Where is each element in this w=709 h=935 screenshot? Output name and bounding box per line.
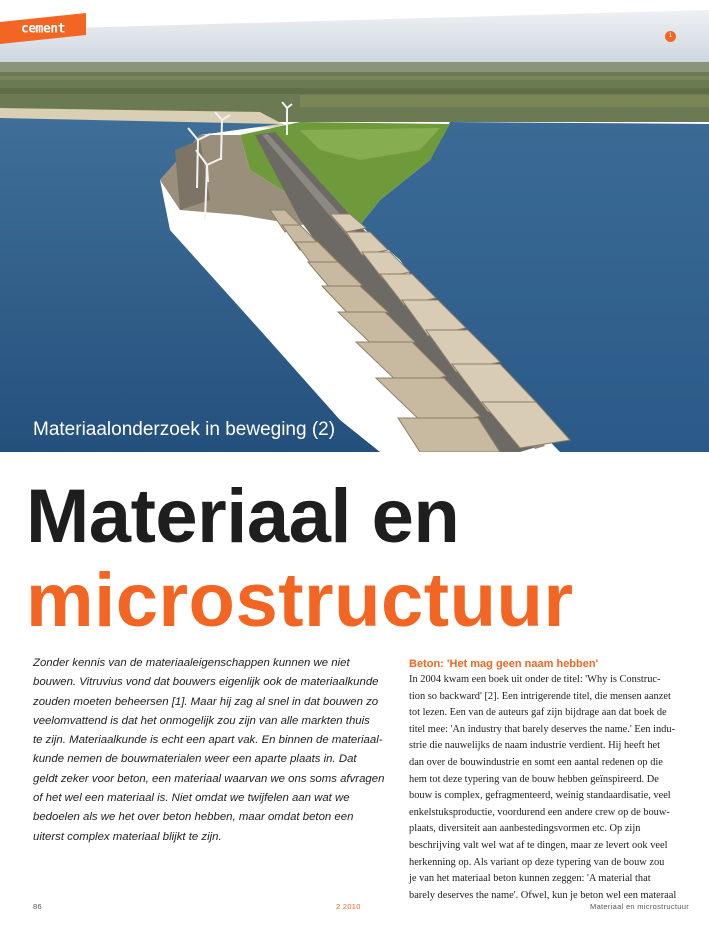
intro-line: bedoelen als we het over beton hebben, maar omdat beton een: [33, 811, 354, 824]
body-column: [409, 656, 677, 904]
body-line: enkelstuksproductie, voordurend een andere crew op de bouw-: [409, 806, 670, 818]
body-line: strie die nauwelijks de naam industrie verdient. Hij heeft het: [409, 740, 661, 752]
series-kicker: Materiaalonderzoek in beweging (2): [33, 419, 336, 440]
body-line: tot lezen. Een van de auteurs gaf zijn bijdrage aan dat boek de: [409, 707, 667, 719]
body-line: je van het materiaal beton kunnen zeggen: 'A material that: [409, 873, 651, 885]
body-line: titel mee: 'An industry that barely deserves the name.' Een indu-: [409, 723, 676, 735]
section-heading: Beton: 'Het mag geen naam hebben': [409, 658, 599, 670]
intro-line: zouden moeten beheersen [1]. Maar hij zag al snel in dat bouwen zo: [33, 695, 379, 708]
intro-line: Zonder kennis van de materiaaleigenschappen kunnen we niet: [33, 657, 350, 669]
body-line: bouw is complex, gefragmenteerd, weinig standaardisatie, veel: [409, 790, 671, 802]
hero-photo: [0, 0, 709, 452]
body-line: tion so backward' [2]. Een intrigerende titel, die mensen aanzet: [409, 690, 671, 702]
footer-page-number: 86: [33, 902, 42, 911]
article-title-line2: microstructuur: [26, 558, 574, 643]
body-line: plaats, diversiteit aan aanbestedingsvormen etc. Op zijn: [409, 823, 641, 835]
intro-line: uiterst complex materiaal blijkt te zijn.: [33, 830, 222, 843]
intro-line: veelomvattend is dat het onmogelijk zou zijn van alle markten thuis: [33, 714, 370, 727]
storm-surge-barrier-illustration: [0, 0, 709, 452]
intro-line: geldt zeker voor beton, een materiaal waarvan we ons soms afvragen: [33, 772, 385, 785]
footer-running-title: Materiaal en microstructuur: [590, 902, 689, 911]
article-title-line1: Materiaal en: [26, 474, 460, 559]
body-line: In 2004 kwam een boek uit onder de titel: 'Why is Construc-: [409, 674, 661, 685]
logo-text: cement: [21, 20, 65, 36]
intro-paragraph: [33, 654, 385, 847]
footer-issue: 2 2010: [336, 902, 361, 911]
page-badge-icon: 1: [665, 31, 676, 42]
body-line: beschrijving valt wel wat af te dingen, maar ze levert ook veel: [409, 839, 668, 851]
body-line: hem tot deze typering van de bouw hebben geïnspireerd. De: [409, 773, 659, 785]
body-line: barely deserves the name'. Ofwel, kun je beton wel een materaal: [409, 889, 677, 901]
intro-line: kunde nemen de bouwmaterialen weer een aparte plaats in. Dat: [33, 753, 357, 766]
body-line: herkenning op. Als variant op deze typering van de bouw zou: [409, 856, 665, 868]
intro-line: of het wel een materiaal is. Niet omdat we twijfelen aan wat we: [33, 792, 350, 805]
section-body: [409, 672, 677, 904]
intro-line: bouwen. Vitruvius vond dat bouwers eigenlijk ook de materiaalkunde: [33, 676, 379, 689]
body-line: dan over de bouwindustrie en somt een aantal redenen op die: [409, 756, 663, 768]
intro-line: te zijn. Materiaalkunde is echt een apart vak. En binnen de materiaal-: [33, 734, 383, 747]
